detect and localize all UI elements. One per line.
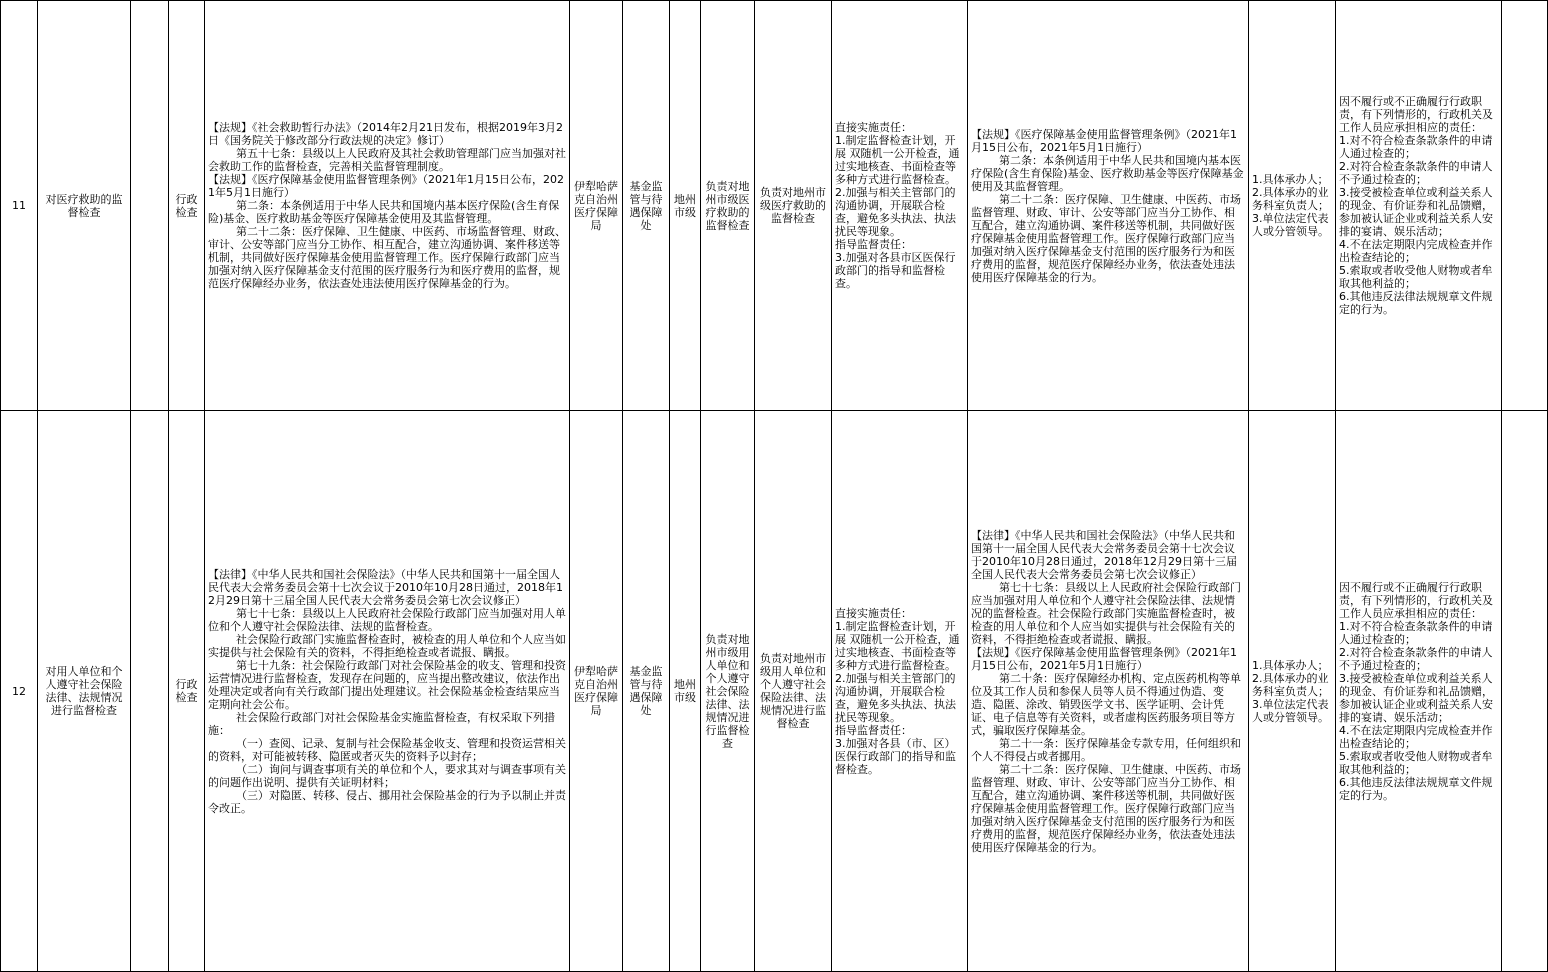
responsible-office: 基金监管与待遇保障处	[623, 1, 670, 411]
accountability-cases: 因不履行或不正确履行行政职责，有下列情形的，行政机关及工作人员应承担相应的责任： 1.对不符合检查条款条件的申请人通过检查的； 2.对符合检查条款条件的申请人不予通过检查的； 3.接受被检查单位或利益关系人的现金、有价证券和礼品馈赠，参加被认证企业或利益关系人安排的宴请、娱乐活动； 4.不在法定期限内完成检查并作出检查结论的； 5.索取或者收受他人财物或者牟取其他利益的； 6.其他违反法律法规规章文件规定的行为。	[1336, 411, 1502, 972]
responsible-office: 基金监管与待遇保障处	[623, 411, 670, 972]
blank-cell	[131, 411, 169, 972]
level-duty: 负责对地州市级用人单位和个人遵守社会保险法律、法规情况进行监督检查	[755, 411, 832, 972]
row-number: 11	[1, 1, 38, 411]
execution-level: 地州市级	[670, 1, 701, 411]
responsible-subject: 1.具体承办人； 2.具体承办的业务科室负责人； 3.单位法定代表人或分管领导。	[1249, 1, 1336, 411]
item-name: 对用人单位和个人遵守社会保险法律、法规情况进行监督检查	[38, 411, 131, 972]
responsible-subject: 1.具体承办人； 2.具体承办的业务科室负责人； 3.单位法定代表人或分管领导。	[1249, 411, 1336, 972]
blank-cell	[1502, 411, 1548, 972]
legal-basis: 【法规】《社会救助暂行办法》（2014年2月21日发布，根据2019年3月2日《国务院关于修改部分行政法规的决定》修订） 第五十七条：县级以上人民政府及其社会救助管理部门应当加强对社会救助工作的监督检查，完善相关监督管理制度。 【法规】《医疗保障基金使用监督管理条例》（2021年1月15日公布，2021年5月1日施行） 第二条：本条例适用于中华人民共和国境内基本医疗保险(含生育保险)基金、医疗救助基金等医疗保障基金使用及其监督管理。 第二十二条：医疗保障、卫生健康、中医药、市场监督管理、财政、审计、公安等部门应当分工协作、相互配合，建立沟通协调、案件移送等机制，共同做好医疗保障基金使用监督管理工作。医疗保障行政部门应当加强对纳入医疗保障基金支付范围的医疗服务行为和医疗费用的监督，规范医疗保障经办业务，依法查处违法使用医疗保障基金的行为。	[205, 1, 570, 411]
responsibility-items: 直接实施责任： 1.制定监督检查计划，开展 双随机一公开检查，通过实地核查、书面检查等多种方式进行监督检查。 2.加强与相关主管部门的沟通协调，开展联合检查，避免多头执法、执法扰民等现象。 指导监督责任： 3.加强对各县（市、区）医保行政部门的指导和监督检查。	[832, 411, 968, 972]
accountability-cases: 因不履行或不正确履行行政职责，有下列情形的，行政机关及工作人员应承担相应的责任： 1.对不符合检查条款条件的申请人通过检查的； 2.对符合检查条款条件的申请人不予通过检查的； 3.接受被检查单位或利益关系人的现金、有价证券和礼品馈赠，参加被认证企业或利益关系人安排的宴请、娱乐活动； 4.不在法定期限内完成检查并作出检查结论的； 5.索取或者收受他人财物或者牟取其他利益的； 6.其他违反法律法规规章文件规定的行为。	[1336, 1, 1502, 411]
implementing-department: 伊犁哈萨克自治州医疗保障局	[570, 411, 623, 972]
table-row	[1, 1, 1548, 411]
implementing-department: 伊犁哈萨克自治州医疗保障局	[570, 1, 623, 411]
level-scope: 负责对地州市级用人单位和个人遵守社会保险法律、法规情况进行监督检查	[701, 411, 755, 972]
execution-level: 地州市级	[670, 411, 701, 972]
power-type: 行政检查	[169, 411, 205, 972]
level-scope: 负责对地州市级医疗救助的监督检查	[701, 1, 755, 411]
blank-cell	[1502, 1, 1548, 411]
legal-basis: 【法律】《中华人民共和国社会保险法》（中华人民共和国第十一届全国人民代表大会常务委员会第十七次会议于2010年10月28日通过，2018年12月29日第十三届全国人民代表大会常务委员会第七次会议修正） 第七十七条：县级以上人民政府社会保险行政部门应当加强对用人单位和个人遵守社会保险法律、法规的监督检查。 社会保险行政部门实施监督检查时，被检查的用人单位和个人应当如实提供与社会保险有关的资料，不得拒绝检查或者谎报、瞒报。 第七十九条：社会保险行政部门对社会保险基金的收支、管理和投资运营情况进行监督检查，发现存在问题的，应当提出整改建议，依法作出处理决定或者向有关行政部门提出处理建议。社会保险基金检查结果应当定期向社会公布。 社会保险行政部门对社会保险基金实施监督检查，有权采取下列措施： （一）查阅、记录、复制与社会保险基金收支、管理和投资运营相关的资料，对可能被转移、隐匿或者灭失的资料予以封存； （二）询问与调查事项有关的单位和个人，要求其对与调查事项有关的问题作出说明、提供有关证明材料； （三）对隐匿、转移、侵占、挪用社会保险基金的行为予以制止并责令改正。	[205, 411, 570, 972]
responsibility-basis: 【法规】《医疗保障基金使用监督管理条例》（2021年1月15日公布，2021年5月1日施行） 第二条：本条例适用于中华人民共和国境内基本医疗保险(含生育保险)基金、医疗救助基金等医疗保障基金使用及其监督管理。 第二十二条：医疗保障、卫生健康、中医药、市场监督管理、财政、审计、公安等部门应当分工协作、相互配合，建立沟通协调、案件移送等机制，共同做好医疗保障基金使用监督管理工作。医疗保障行政部门应当加强对纳入医疗保障基金支付范围的医疗服务行为和医疗费用的监督，规范医疗保障经办业务，依法查处违法使用医疗保障基金的行为。	[968, 1, 1249, 411]
responsibility-items: 直接实施责任： 1.制定监督检查计划，开展 双随机一公开检查，通过实地核查、书面检查等多种方式进行监督检查。 2.加强与相关主管部门的沟通协调，开展联合检查，避免多头执法、执法扰民等现象。 指导监督责任： 3.加强对各县市区医保行政部门的指导和监督检查。	[832, 1, 968, 411]
item-name: 对医疗救助的监督检查	[38, 1, 131, 411]
power-type: 行政检查	[169, 1, 205, 411]
responsibility-basis: 【法律】《中华人民共和国社会保险法》（中华人民共和国第十一届全国人民代表大会常务委员会第十七次会议于2010年10月28日通过，2018年12月29日第十三届全国人民代表大会常务委员会第七次会议修正） 第七十七条：县级以上人民政府社会保险行政部门应当加强对用人单位和个人遵守社会保险法律、法规情况的监督检查。社会保险行政部门实施监督检查时，被检查的用人单位和个人应当如实提供与社会保险有关的资料，不得拒绝检查或者谎报、瞒报。 【法规】《医疗保障基金使用监督管理条例》（2021年1月15日公布，2021年5月1日施行） 第二十条：医疗保障经办机构、定点医药机构等单位及其工作人员和参保人员等人员不得通过伪造、变造、隐匿、涂改、销毁医学文书、医学证明、会计凭证、电子信息等有关资料，或者虚构医药服务项目等方式，骗取医疗保障基金。 第二十一条：医疗保障基金专款专用，任何组织和个人不得侵占或者挪用。 第二十二条：医疗保障、卫生健康、中医药、市场监督管理、财政、审计、公安等部门应当分工协作、相互配合，建立沟通协调、案件移送等机制，共同做好医疗保障基金使用监督管理工作。医疗保障行政部门应当加强对纳入医疗保障基金支付范围的医疗服务行为和医疗费用的监督，规范医疗保障经办业务，依法查处违法使用医疗保障基金的行为。	[968, 411, 1249, 972]
row-number: 12	[1, 411, 38, 972]
blank-cell	[131, 1, 169, 411]
table-row	[1, 411, 1548, 972]
level-duty: 负责对地州市级医疗救助的监督检查	[755, 1, 832, 411]
